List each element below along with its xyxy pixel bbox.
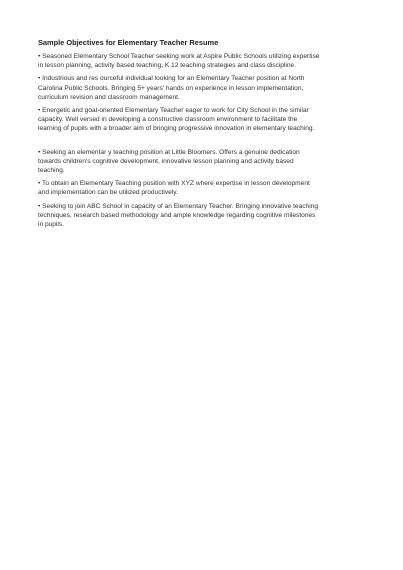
objective-item-4: • Seeking an elementar y teaching position at Little Bloomers. Offers a genuine dedication towards children's cognitive development, innovative lesson planning and activity based teaching. — [38, 148, 300, 175]
objective-item-2: • Industrious and res ourceful individual looking for an Elementary Teacher position at North Carolina Public Schools. Bringing 5+ years' hands on experience in lesson implementation, curriculum revision and classroom management. — [38, 75, 305, 101]
document-content — [38, 38, 368, 233]
section-spacer — [38, 138, 368, 148]
objective-item-1: • Seasoned Elementary School Teacher seeking work at Aspire Public Schools utilizing expertise in lesson planning, activity based teaching, K 12 teaching strategies and class discipline. — [38, 53, 320, 70]
document-title: Sample Objectives for Elementary Teacher Resume — [38, 38, 219, 47]
objective-item-5: • To obtain an Elementary Teaching position with XYZ where expertise in lesson development and implementation can be utilized productively. — [38, 180, 310, 197]
objective-item-6: • Seeking to join ABC School in capacity of an Elementary Teacher. Bringing innovative teaching techniques, research based methodology and ample knowledge regarding cognitive milestones in pupils. — [38, 202, 319, 229]
objective-item-3: • Energetic and goal-oriented Elementary Teacher eager to work for City School in the similar capacity. Well versed in developing a constructive classroom environment to facilitate the learning of pupils with a broader aim of bringing progressive innovation in elementary teaching. — [38, 107, 315, 133]
